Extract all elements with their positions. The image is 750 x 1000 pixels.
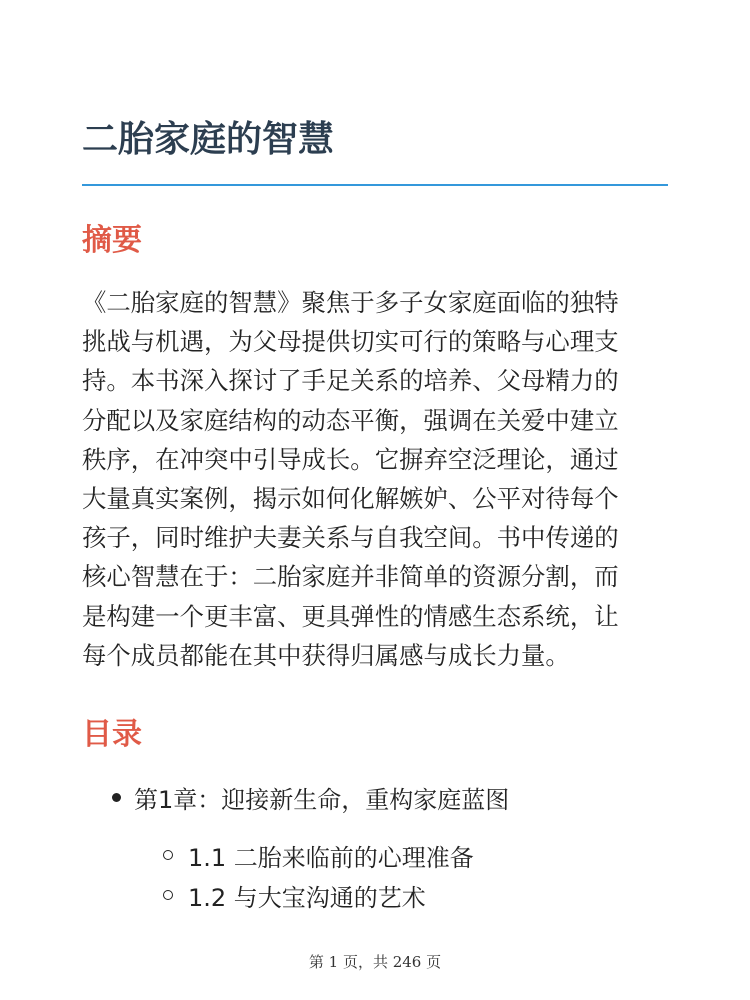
- bullet-circle-icon: [163, 890, 173, 900]
- abstract-line: 分配以及家庭结构的动态平衡，强调在关爱中建立: [82, 405, 619, 435]
- abstract-line: 持。本书深入探讨了手足关系的培养、父母精力的: [82, 366, 619, 396]
- toc-section-item[interactable]: [160, 836, 474, 874]
- abstract-line: 孩子，同时维护夫妻关系与自我空间。书中传递的: [82, 523, 619, 553]
- page-number-footer: 第 1 页，共 246 页: [308, 953, 442, 971]
- abstract-line: 挑战与机遇，为父母提供切实可行的策略与心理支: [82, 327, 619, 357]
- abstract-line: 秩序，在冲突中引导成长。它摒弃空泛理论，通过: [82, 444, 619, 474]
- abstract-line: 核心智慧在于：二胎家庭并非简单的资源分割，而: [82, 562, 619, 592]
- toc-chapter-label: 第1章：迎接新生命，重构家庭蓝图: [134, 785, 510, 814]
- toc-heading: 目录: [82, 717, 142, 752]
- toc-section-item[interactable]: [160, 876, 426, 914]
- toc-section-label: 1.2 与大宝沟通的艺术: [188, 883, 426, 912]
- toc-chapter-item[interactable]: [108, 778, 509, 816]
- abstract-line: 每个成员都能在其中获得归属感与成长力量。: [82, 640, 570, 670]
- bullet-circle-icon: [163, 850, 173, 860]
- toc-section-label: 1.1 二胎来临前的心理准备: [188, 843, 474, 872]
- bullet-disc-icon: [112, 793, 121, 802]
- abstract-heading: 摘要: [82, 223, 142, 258]
- abstract-line: 大量真实案例，揭示如何化解嫉妒、公平对待每个: [82, 484, 619, 514]
- abstract-line: 《二胎家庭的智慧》聚焦于多子女家庭面临的独特: [82, 288, 619, 317]
- document-title: 二胎家庭的智慧: [82, 119, 335, 160]
- title-divider: [82, 184, 668, 186]
- abstract-paragraph: [82, 283, 682, 675]
- abstract-line: 是构建一个更丰富、更具弹性的情感生态系统，让: [82, 601, 619, 631]
